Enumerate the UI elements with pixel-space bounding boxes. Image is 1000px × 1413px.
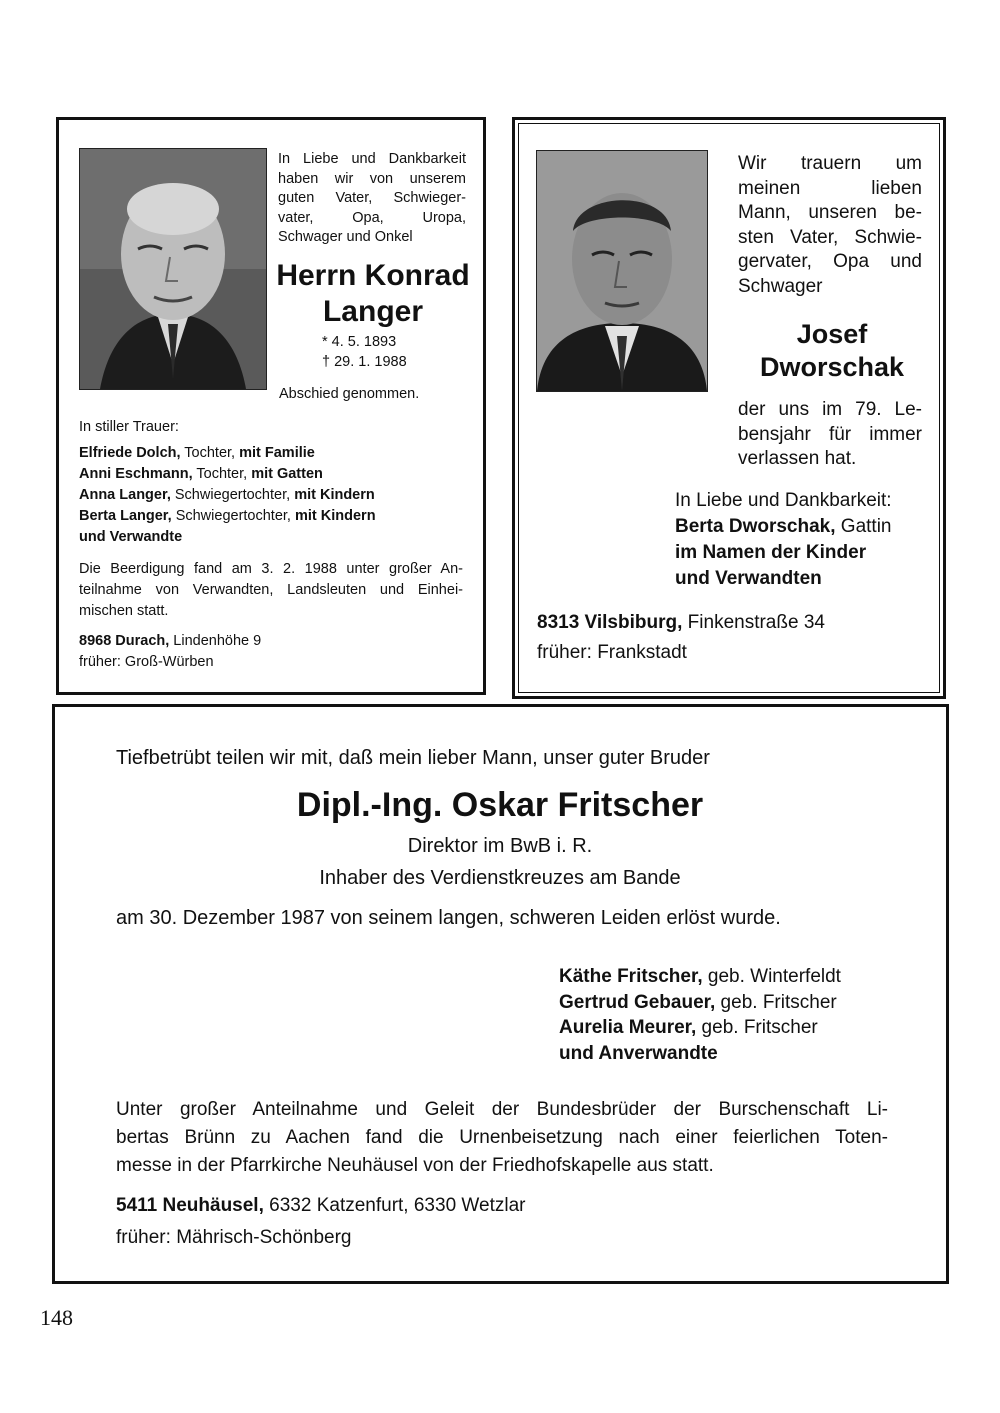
dworschak-text-line: der uns im 79. Le- (738, 399, 922, 420)
mourner-with: mit Familie (239, 445, 315, 461)
page-number: 148 (40, 1305, 73, 1330)
langer-intro-line: Schwager und Onkel (278, 229, 413, 246)
mourner-with: mit Kindern (294, 487, 375, 503)
langer-funeral-line: Die Beerdigung fand am 3. 2. 1988 unter großer An- (79, 561, 463, 577)
dworschak-former: früher: Frankstadt (537, 642, 687, 663)
fritscher-name: Dipl.-Ing. Oskar Fritscher (296, 786, 704, 824)
dworschak-behalf-line2: und Verwandten (675, 568, 822, 589)
fritscher-mourner (559, 1015, 841, 1041)
dworschak-text (738, 398, 922, 472)
langer-farewell: Abschied genommen. (279, 386, 420, 402)
langer-relatives: und Verwandte (79, 529, 183, 545)
fritscher-city: 5411 Neuhäusel, (116, 1195, 264, 1216)
langer-mourners (79, 443, 376, 548)
langer-name-line2: Langer (322, 295, 424, 328)
dworschak-widow (675, 514, 892, 540)
dworschak-intro-line: gervater, Opa und (738, 251, 922, 272)
dworschak-street: Finkenstraße 34 (682, 612, 825, 633)
dworschak-name-line2: Dworschak (759, 352, 905, 382)
langer-died: † 29. 1. 1988 (322, 354, 407, 370)
langer-dates (322, 332, 407, 372)
widow-name: Berta Dworschak, (675, 516, 836, 537)
dworschak-address-line (537, 608, 825, 638)
mourner-with: mit Gatten (251, 466, 323, 482)
dworschak-name (730, 318, 934, 384)
mourner-relation: Tochter, (192, 466, 252, 482)
dworschak-intro-line: Wir trauern um (738, 153, 922, 174)
langer-funeral-line: teilnahme von Verwandten, Landsleuten und Einhei- (79, 582, 463, 598)
langer-address-line (79, 631, 261, 652)
fritscher-address (116, 1190, 525, 1254)
portrait-photo-konrad-langer (79, 148, 267, 390)
portrait-konrad-langer-image (80, 149, 266, 389)
langer-intro-line: vater, Opa, Uropa, (278, 209, 466, 226)
fritscher-intro: Tiefbetrübt teilen wir mit, daß mein lieber Mann, unser guter Bruder (116, 747, 710, 769)
fritscher-former: früher: Mährisch-Schönberg (116, 1227, 352, 1248)
dworschak-name-line1: Josef (796, 319, 868, 349)
dworschak-text-line: bensjahr für immer (738, 423, 922, 445)
langer-mourner (79, 506, 376, 527)
portrait-photo-josef-dworschak (536, 150, 708, 392)
portrait-josef-dworschak-image (537, 151, 707, 391)
mourner-name: Käthe Fritscher, (559, 966, 703, 987)
langer-street: Lindenhöhe 9 (169, 633, 262, 649)
langer-funeral-line: mischen statt. (79, 603, 169, 619)
dworschak-behalf-line1: im Namen der Kinder (675, 542, 867, 563)
langer-intro-line: In Liebe und Dankbarkeit (278, 151, 466, 167)
fritscher-titles (250, 830, 750, 894)
dworschak-city: 8313 Vilsbiburg, (537, 612, 683, 633)
mourner-name: Elfriede Dolch, (79, 445, 181, 461)
fritscher-title2: Inhaber des Verdienstkreuzes am Bande (319, 867, 681, 889)
fritscher-death: am 30. Dezember 1987 von seinem langen, schweren Leiden erlöst wurde. (116, 907, 781, 929)
langer-intro-line: haben wir von unserem (278, 170, 466, 187)
mourner-name: Aurelia Meurer, (559, 1017, 697, 1038)
langer-address (79, 631, 261, 673)
langer-city: 8968 Durach, (79, 633, 170, 649)
dworschak-thanks: In Liebe und Dankbarkeit: (675, 490, 892, 511)
mourner-relation: Schwiegertochter, (171, 508, 295, 524)
widow-relation: Gattin (835, 516, 892, 537)
langer-born: * 4. 5. 1893 (322, 334, 397, 350)
fritscher-burial-line: messe in der Pfarrkirche Neuhäusel von der Friedhofskapelle aus statt. (116, 1155, 714, 1176)
dworschak-intro-line: sten Vater, Schwie- (738, 226, 922, 248)
mourner-rest: geb. Winterfeldt (702, 966, 841, 987)
fritscher-address-line (116, 1190, 525, 1222)
fritscher-relatives: und Anverwandte (559, 1042, 718, 1064)
dworschak-intro (738, 152, 922, 299)
langer-former: früher: Groß-Würben (79, 654, 214, 670)
dworschak-address (537, 608, 825, 668)
mourner-name: Berta Langer, (79, 508, 172, 524)
fritscher-burial-line: bertas Brünn zu Aachen fand die Urnenbeisetzung nach einer feierlichen Toten- (116, 1127, 888, 1148)
fritscher-burial-line: Unter großer Anteilnahme und Geleit der Bundesbrüder der Burschenschaft Li- (116, 1099, 888, 1120)
mourner-name: Anna Langer, (79, 487, 171, 503)
mourner-rest: geb. Fritscher (696, 1017, 818, 1038)
langer-intro (278, 150, 466, 248)
dworschak-intro-line: Mann, unseren be- (738, 202, 922, 223)
langer-intro-line: guten Vater, Schwieger- (278, 190, 466, 207)
langer-mourner (79, 443, 376, 464)
mourner-relation: Schwiegertochter, (170, 487, 295, 503)
fritscher-burial (116, 1096, 888, 1180)
langer-funeral (79, 559, 463, 622)
dworschak-intro-line: meinen lieben (738, 177, 922, 199)
dworschak-thanks-block (675, 488, 892, 592)
fritscher-title1: Direktor im BwB i. R. (407, 835, 593, 857)
langer-name-line1: Herrn Konrad (276, 259, 470, 292)
langer-mourner (79, 464, 376, 485)
fritscher-address-rest: 6332 Katzenfurt, 6330 Wetzlar (263, 1195, 526, 1216)
dworschak-text-line: verlassen hat. (738, 448, 857, 469)
mourner-name: Anni Eschmann, (79, 466, 193, 482)
mourner-rest: geb. Fritscher (715, 991, 837, 1013)
fritscher-mourner (559, 990, 841, 1016)
langer-mourning-label: In stiller Trauer: (79, 419, 179, 435)
mourner-relation: Tochter, (180, 445, 240, 461)
mourner-with: mit Kindern (295, 508, 376, 524)
mourner-name: Gertrud Gebauer, (559, 991, 716, 1013)
fritscher-mourners (559, 964, 841, 1066)
langer-mourner (79, 485, 376, 506)
fritscher-mourner (559, 964, 841, 990)
dworschak-intro-line: Schwager (738, 275, 823, 297)
langer-name (275, 258, 471, 330)
